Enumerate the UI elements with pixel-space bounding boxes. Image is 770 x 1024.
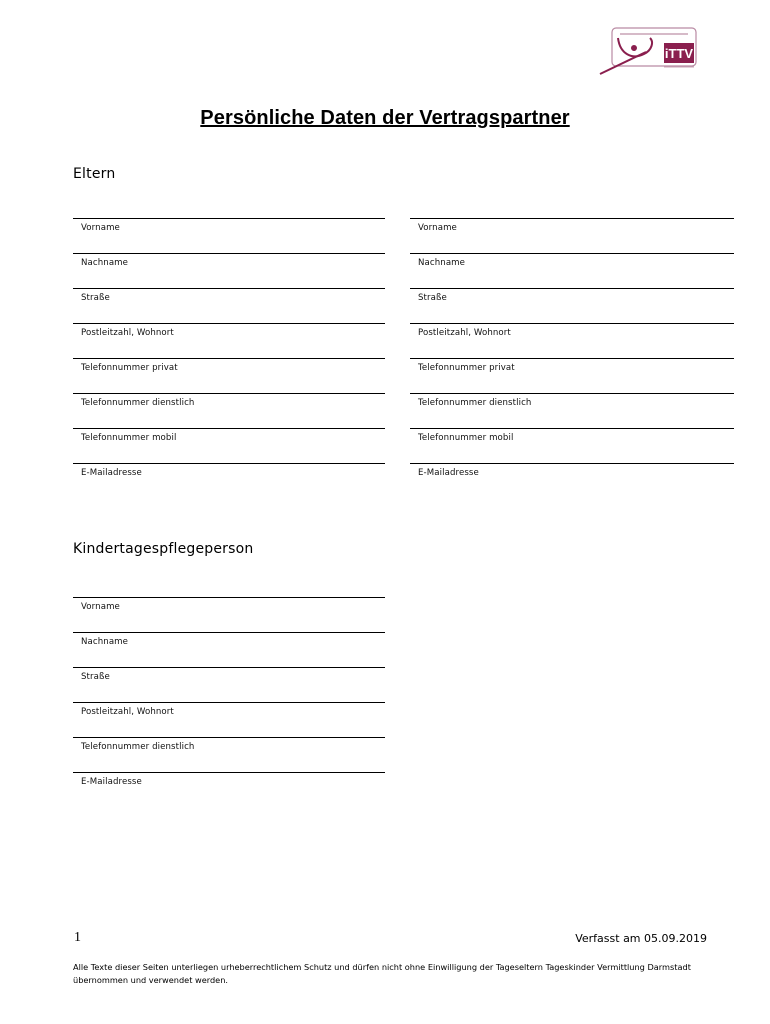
section-heading-eltern: Eltern (73, 166, 116, 182)
field-label: E-Mailadresse (418, 468, 479, 478)
ttv-logo (598, 26, 700, 78)
field-eltern-left-vorname[interactable] (73, 218, 385, 248)
field-label: E-Mailadresse (81, 777, 142, 787)
field-label: Vorname (418, 223, 457, 233)
signature-line (73, 772, 385, 773)
signature-line (73, 288, 385, 289)
document-title: Persönliche Daten der Vertragspartner (200, 107, 570, 129)
section-heading-kindertagespflegeperson: Kindertagespflegeperson (73, 541, 254, 557)
field-eltern-left-telefon-mobil[interactable] (73, 428, 385, 458)
logo-text: iTTV (664, 46, 694, 61)
signature-line (73, 323, 385, 324)
field-label: Telefonnummer privat (418, 363, 515, 373)
signature-line (73, 667, 385, 668)
field-eltern-right-plz-wohnort[interactable] (410, 323, 734, 353)
signature-line (73, 737, 385, 738)
field-label: Straße (418, 293, 447, 303)
field-eltern-right-strasse[interactable] (410, 288, 734, 318)
field-label: E-Mailadresse (81, 468, 142, 478)
field-label: Telefonnummer dienstlich (81, 742, 195, 752)
field-label: Telefonnummer dienstlich (418, 398, 532, 408)
signature-line (410, 253, 734, 254)
field-pflegeperson-email[interactable] (73, 772, 385, 802)
signature-line (73, 393, 385, 394)
field-eltern-right-vorname[interactable] (410, 218, 734, 248)
ttv-logo-graphic (598, 26, 700, 78)
field-eltern-left-strasse[interactable] (73, 288, 385, 318)
field-pflegeperson-telefon-dienstlich[interactable] (73, 737, 385, 767)
field-eltern-left-telefon-dienstlich[interactable] (73, 393, 385, 423)
signature-line (73, 218, 385, 219)
signature-line (73, 463, 385, 464)
field-label: Vorname (81, 602, 120, 612)
field-label: Vorname (81, 223, 120, 233)
field-pflegeperson-vorname[interactable] (73, 597, 385, 627)
field-eltern-right-telefon-dienstlich[interactable] (410, 393, 734, 423)
field-label: Telefonnummer mobil (81, 433, 177, 443)
field-eltern-right-email[interactable] (410, 463, 734, 493)
signature-line (73, 428, 385, 429)
signature-line (73, 253, 385, 254)
signature-line (410, 358, 734, 359)
footer-copyright-notice: Alle Texte dieser Seiten unterliegen urheberrechtlichem Schutz und dürfen nicht ohne Einwilligung der Tageseltern Tageskinder Vermittlung Darmstadt übernommen und verwendet werden. (73, 962, 691, 985)
signature-line (410, 393, 734, 394)
field-pflegeperson-strasse[interactable] (73, 667, 385, 697)
signature-line (73, 702, 385, 703)
signature-line (73, 597, 385, 598)
field-label: Telefonnummer mobil (418, 433, 514, 443)
field-eltern-left-plz-wohnort[interactable] (73, 323, 385, 353)
field-label: Telefonnummer privat (81, 363, 178, 373)
field-label: Nachname (418, 258, 466, 268)
field-label: Postleitzahl, Wohnort (81, 707, 174, 717)
field-label: Postleitzahl, Wohnort (418, 328, 511, 338)
signature-line (73, 358, 385, 359)
field-eltern-left-telefon-privat[interactable] (73, 358, 385, 388)
signature-line (410, 428, 734, 429)
signature-line (410, 218, 734, 219)
field-eltern-right-telefon-privat[interactable] (410, 358, 734, 388)
footer-date: Verfasst am 05.09.2019 (575, 932, 707, 945)
field-eltern-right-nachname[interactable] (410, 253, 734, 283)
field-eltern-left-nachname[interactable] (73, 253, 385, 283)
signature-line (410, 288, 734, 289)
field-eltern-right-telefon-mobil[interactable] (410, 428, 734, 458)
field-label: Nachname (81, 637, 129, 647)
field-label: Postleitzahl, Wohnort (81, 328, 174, 338)
page-number: 1 (74, 930, 81, 945)
field-label: Nachname (81, 258, 129, 268)
field-label: Telefonnummer dienstlich (81, 398, 195, 408)
field-label: Straße (81, 293, 110, 303)
signature-line (410, 463, 734, 464)
field-eltern-left-email[interactable] (73, 463, 385, 493)
field-pflegeperson-nachname[interactable] (73, 632, 385, 662)
field-label: Straße (81, 672, 110, 682)
field-pflegeperson-plz-wohnort[interactable] (73, 702, 385, 732)
signature-line (410, 323, 734, 324)
signature-line (73, 632, 385, 633)
